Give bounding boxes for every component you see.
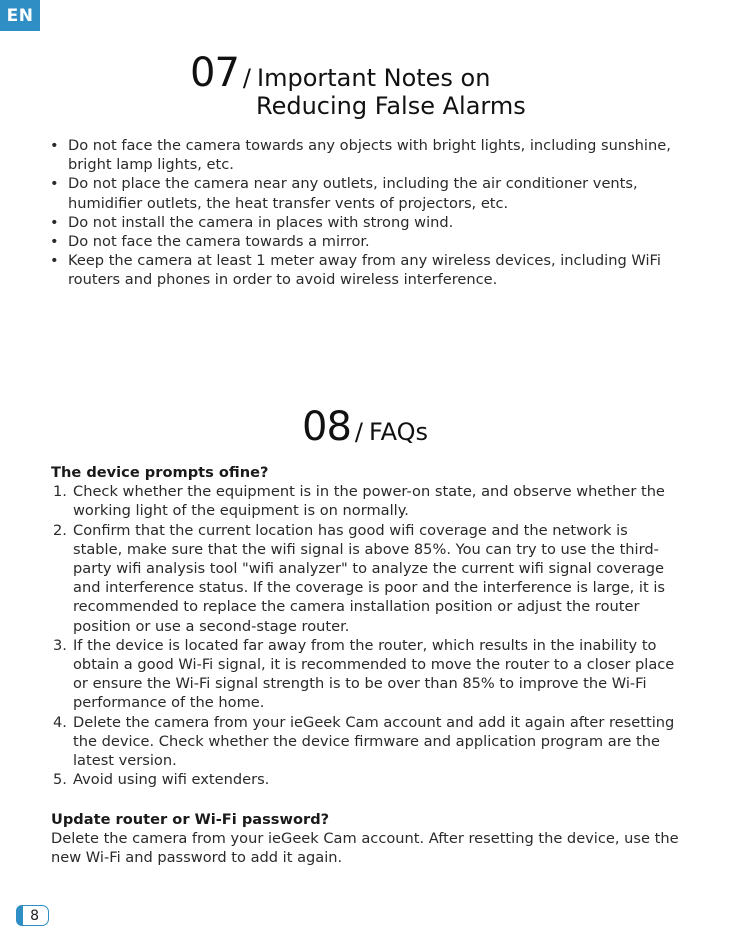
step-number: 3.: [53, 636, 67, 654]
step-text: Check whether the equipment is in the power-on state, and observe whether the working light of the equipment is on normally.: [73, 483, 665, 520]
note-item: • Do not face the camera towards a mirror.: [50, 232, 690, 251]
false-alarm-notes-list: [50, 136, 690, 290]
faq-step: [51, 770, 681, 789]
faq-question: The device prompts ofine?: [51, 464, 269, 481]
faq-step: [51, 482, 681, 520]
section-07-title: [190, 50, 526, 120]
section-07-title-line1: Important Notes on: [257, 64, 491, 92]
faq-step: [51, 521, 681, 636]
step-number: 5.: [53, 771, 67, 789]
section-07-number: 07: [190, 50, 239, 96]
section-07-title-line2: Reducing False Alarms: [256, 92, 526, 120]
section-08-number: 08: [302, 404, 351, 450]
faq-step: [51, 636, 681, 713]
step-text: Confirm that the current location has good wifi coverage and the network is stable, make sure that the wifi signal is above 85%. You can try to use the third-party wifi analysis tool "wifi analyzer" to analyze the current wifi signal coverage and interference status. If the coverage is poor and the interference is large, it is recommended to replace the camera installation position or adjust the router position or use a second-stage router.: [73, 521, 665, 635]
faq-steps-list: [51, 482, 681, 789]
note-item: • Do not face the camera towards any objects with bright lights, including sunshine, bright lamp lights, etc.: [50, 136, 690, 174]
faq-offline: [51, 463, 681, 789]
step-text: Delete the camera from your ieGeek Cam account and add it again after resetting the device. Check whether the device firmware and application program are the latest version.: [73, 713, 675, 770]
section-08-slash: /: [354, 418, 363, 446]
step-number: 2.: [53, 521, 67, 539]
page-number: 8: [16, 905, 49, 926]
step-number: 4.: [53, 713, 67, 731]
section-08-heading: FAQs: [369, 418, 428, 446]
section-08-title: [302, 404, 428, 450]
faq-question: Update router or Wi-Fi password?: [51, 811, 330, 828]
faq-answer: Delete the camera from your ieGeek Cam account. After resetting the device, use the new Wi-Fi and password to add it again.: [51, 830, 679, 867]
faq-step: [51, 713, 681, 771]
step-text: If the device is located far away from the router, which results in the inability to obtain a good Wi-Fi signal, it is recommended to move the router to a closer place or ensure the Wi-Fi signal strength is to be over than 85% to improve the Wi-Fi performance of the home.: [73, 636, 675, 712]
note-item: • Keep the camera at least 1 meter away from any wireless devices, including WiFi routers and phones in order to avoid wireless interference.: [50, 251, 690, 289]
faq-router-password: [51, 810, 681, 868]
step-text: Avoid using wifi extenders.: [73, 771, 270, 789]
note-item: • Do not place the camera near any outlets, including the air conditioner vents, humidifier outlets, the heat transfer vents of projectors, etc.: [50, 174, 690, 212]
note-item: • Do not install the camera in places with strong wind.: [50, 213, 690, 232]
language-badge: EN: [0, 0, 40, 31]
step-number: 1.: [53, 483, 67, 501]
section-07-slash: /: [242, 64, 251, 92]
